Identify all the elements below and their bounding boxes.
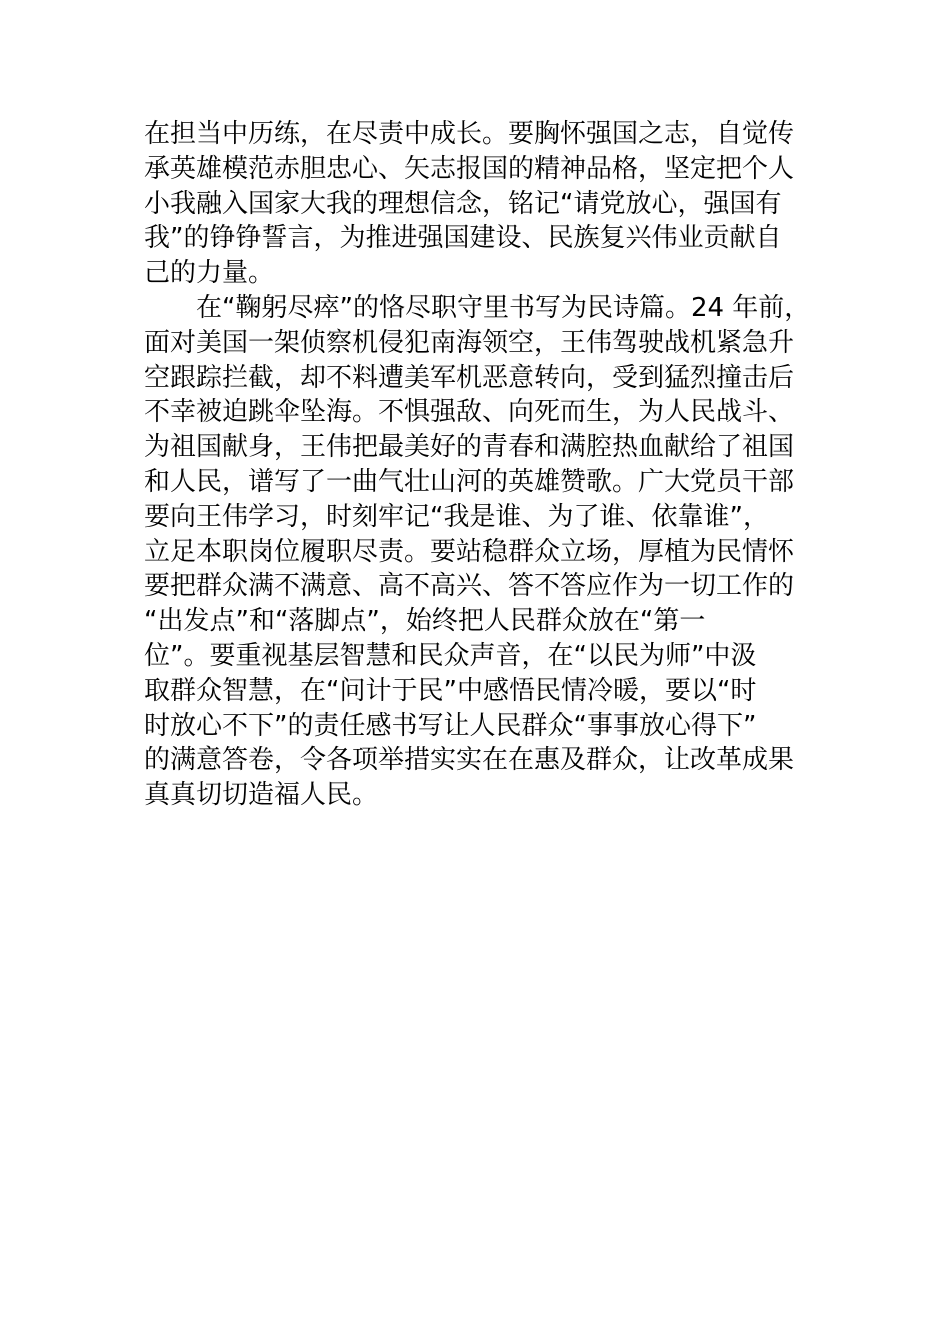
text-line: 为祖国献身，王伟把最美好的青春和满腔热血献给了祖国 bbox=[144, 432, 795, 463]
text-line: “出发点”和“落脚点”，始终把人民群众放在“第一 bbox=[144, 606, 706, 637]
body-text bbox=[144, 117, 844, 813]
text-line: 取群众智慧，在“问计于民”中感悟民情冷暖，要以“时 bbox=[144, 675, 757, 706]
text-line: 要向王伟学习，时刻牢记“我是谁、为了谁、依靠谁”， bbox=[144, 501, 769, 532]
text-line: 面对美国一架侦察机侵犯南海领空，王伟驾驶战机紧急升 bbox=[144, 327, 795, 358]
text-line: 位”。要重视基层智慧和民众声音，在“以民为师”中汲 bbox=[144, 640, 757, 671]
text-line: 的满意答卷，令各项举措实实在在惠及群众，让改革成果 bbox=[144, 745, 795, 776]
text-line: 己的力量。 bbox=[144, 258, 275, 289]
text-line: 要把群众满不满意、高不高兴、答不答应作为一切工作的 bbox=[144, 571, 795, 602]
text-line: 和人民，谱写了一曲气壮山河的英雄赞歌。广大党员干部 bbox=[144, 466, 795, 497]
text-line: 真真切切造福人民。 bbox=[144, 780, 379, 811]
text-line: 小我融入国家大我的理想信念，铭记“请党放心，强国有 bbox=[144, 188, 782, 219]
text-line: 承英雄模范赤胆忠心、矢志报国的精神品格，坚定把个人 bbox=[144, 153, 795, 184]
paragraph-start-line: 在“鞠躬尽瘁”的恪尽职守里书写为民诗篇。24 年前， bbox=[196, 292, 811, 323]
text-line: 我”的铮铮誓言，为推进强国建设、民族复兴伟业贡献自 bbox=[144, 223, 782, 254]
text-line: 空跟踪拦截，却不料遭美军机恶意转向，受到猛烈撞击后 bbox=[144, 362, 795, 393]
text-line: 立足本职岗位履职尽责。要站稳群众立场，厚植为民情怀 bbox=[144, 536, 795, 567]
text-line: 不幸被迫跳伞坠海。不惧强敌、向死而生，为人民战斗、 bbox=[144, 397, 795, 428]
text-line: 时放心不下”的责任感书写让人民群众“事事放心得下” bbox=[144, 710, 757, 741]
text-line: 在担当中历练，在尽责中成长。要胸怀强国之志，自觉传 bbox=[144, 119, 795, 149]
